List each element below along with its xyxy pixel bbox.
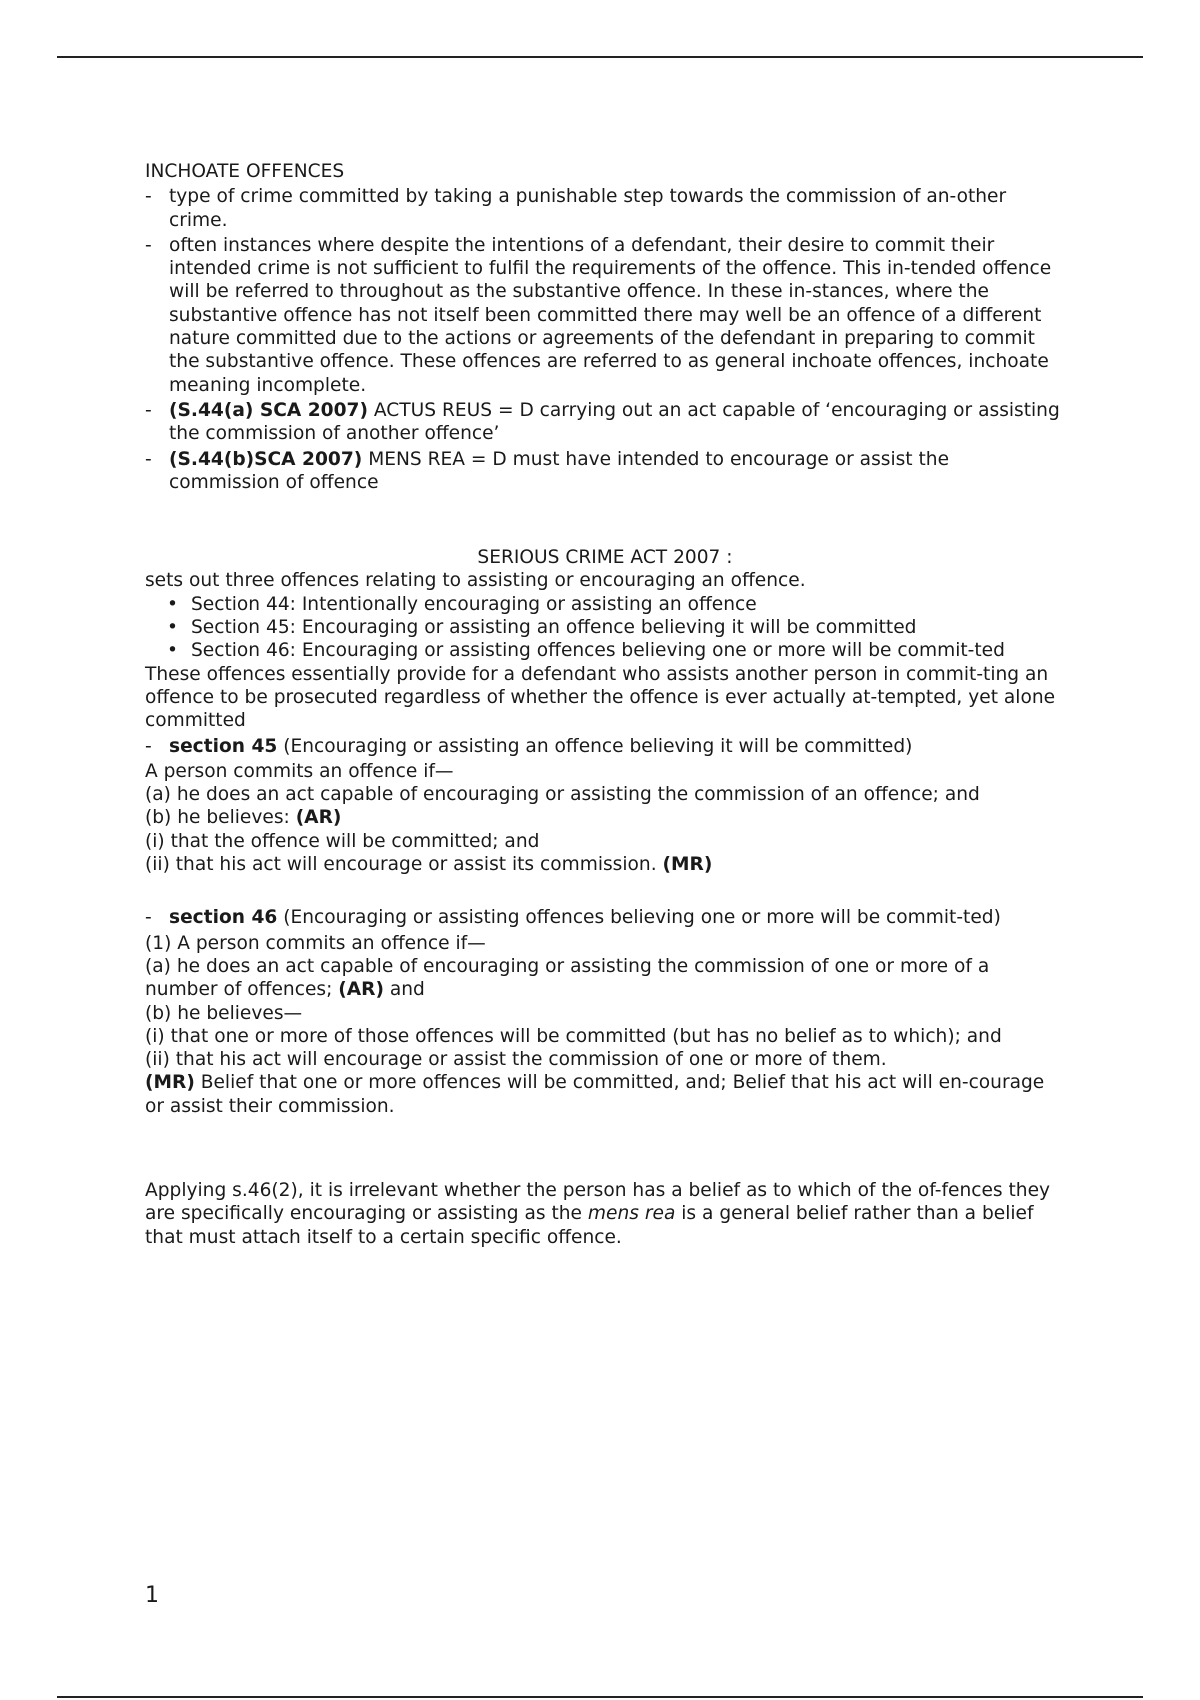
mr-marker: (MR): [662, 854, 713, 876]
footer-rule: [57, 1696, 1143, 1698]
intro-item-text: MENS REA = D must have intended to encourage or assist the commission of offence: [169, 448, 950, 493]
header-rule: [57, 56, 1143, 58]
dash-marker: -: [145, 399, 152, 421]
intro-item: [145, 234, 1065, 397]
bullet-marker: •: [167, 640, 178, 662]
section-46-line: (a) he does an act capable of encouraging or assisting the commission of one or more of a number of offences; (AR) and: [145, 955, 990, 1001]
sca-section-item: • Section 44: Intentionally encouraging or assisting an offence: [167, 593, 757, 615]
section-46-label: section 46: [169, 907, 278, 929]
section-45-heading: [145, 735, 1065, 758]
section-46-desc: (Encouraging or assisting offences believing one or more will be commit-ted): [277, 907, 1001, 929]
section-46-heading: [145, 906, 1065, 929]
spacer: [145, 496, 1065, 546]
section-46-block: [145, 906, 1065, 1118]
section-46-line: (ii) that his act will encourage or assist the commission of one or more of them.: [145, 1049, 887, 1071]
ar-marker: (AR): [338, 979, 384, 1001]
intro-item-bold: (S.44(a) SCA 2007): [169, 399, 368, 421]
intro-item-text: type of crime committed by taking a punishable step towards the commission of an-other crime.: [169, 186, 1007, 231]
section-45-line: (a) he does an act capable of encouraging or assisting the commission of an offence; and: [145, 784, 980, 806]
document-body: [145, 160, 1065, 1249]
bullet-marker: •: [167, 593, 178, 615]
section-46-line: (MR) Belief that one or more offences will be committed, and; Belief that his act will en-courage or assist their commission.: [145, 1072, 1045, 1117]
ar-marker: (AR): [295, 807, 342, 829]
dash-marker: -: [145, 735, 152, 757]
section-45-line: (i) that the offence will be committed; and: [145, 830, 540, 852]
intro-item-text: often instances where despite the intentions of a defendant, their desire to commit their intended crime is not sufficient to fulfil the requirements of the offence. This in-tended offence will be referred to throughout as the substantive offence. In these in-stances, where the substantive offence has not itself been committed there may well be an offence of a different nature committed due to the actions or agreements of the defendant in preparing to commit the substantive offence. These offences are referred to as general inchoate offences, inchoate meaning incomplete.: [169, 234, 1052, 396]
sca-title: SERIOUS CRIME ACT 2007 :: [477, 547, 733, 569]
sca-section-item: • Section 46: Encouraging or assisting offences believing one or more will be commit-ted: [167, 640, 1005, 662]
page-number: 1: [145, 1583, 159, 1608]
sca-section-list: [145, 593, 1065, 663]
section-46-line: (b) he believes—: [145, 1002, 303, 1024]
dash-marker: -: [145, 448, 152, 470]
section-45-block: [145, 735, 1065, 877]
intro-item: [145, 448, 1065, 495]
section-45-line: (b) he believes: (AR): [145, 807, 342, 829]
bullet-marker: •: [167, 617, 178, 639]
spacer: [145, 1118, 1065, 1179]
mr-marker: (MR): [145, 1072, 195, 1094]
dash-marker: -: [145, 907, 152, 929]
sca-section-item: • Section 45: Encouraging or assisting an offence believing it will be committed: [167, 617, 917, 639]
spacer: [145, 876, 1065, 904]
section-45-desc: (Encouraging or assisting an offence believing it will be committed): [277, 735, 913, 757]
section-45-label: section 45: [169, 735, 278, 757]
intro-item-bold: (S.44(b)SCA 2007): [169, 448, 363, 470]
section-45-line: (ii) that his act will encourage or assist its commission. (MR): [145, 854, 713, 876]
dash-marker: -: [145, 186, 152, 208]
sca-summary: These offences essentially provide for a defendant who assists another person in commit-ting an offence to be prosecuted regardless of whether the offence is ever actually at-tempted, yet alone committed: [145, 663, 1056, 732]
closing-paragraph: Applying s.46(2), it is irrelevant whether the person has a belief as to which of the of-fences they are specifically encouraging or assisting as the mens rea is a general belief rather than a belief that must attach itself to a certain specific offence.: [145, 1179, 1051, 1248]
dash-marker: -: [145, 234, 152, 256]
intro-item-text: ACTUS REUS = D carrying out an act capable of ‘encouraging or assisting the commission of another offence’: [169, 399, 1060, 445]
section-46-line: (1) A person commits an offence if—: [145, 932, 486, 954]
sca-intro: sets out three offences relating to assisting or encouraging an offence.: [145, 570, 806, 592]
section-46-line: (i) that one or more of those offences will be committed (but has no belief as to which); and: [145, 1025, 1002, 1047]
document-heading: INCHOATE OFFENCES: [145, 161, 345, 182]
intro-list: [145, 185, 1065, 494]
mens-rea-term: mens rea: [587, 1203, 676, 1225]
intro-item: [145, 185, 1065, 232]
section-45-line: A person commits an offence if—: [145, 760, 454, 782]
intro-item: [145, 399, 1065, 446]
